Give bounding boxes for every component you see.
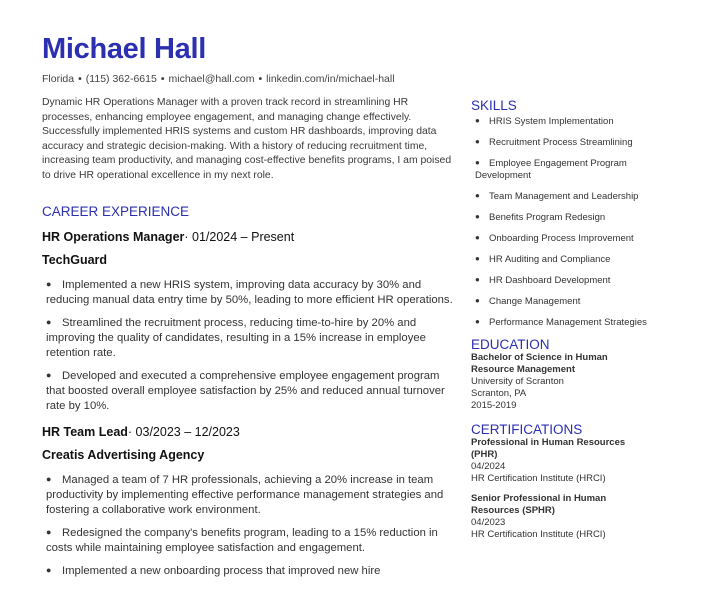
skill-item: ● HR Dashboard Development (475, 275, 611, 286)
bullet-icon: ● (475, 296, 480, 305)
bullet-icon: ● (46, 527, 52, 537)
education-years: 2015-2019 (471, 400, 517, 411)
bullet-icon: ● (475, 158, 480, 167)
certification-issuer: HR Certification Institute (HRCI) (471, 529, 606, 540)
job-role: HR Operations Manager (42, 230, 185, 244)
bullet-icon: ● (475, 137, 480, 146)
job-entry (42, 425, 454, 579)
separator-dot: • (78, 73, 82, 85)
list-item: ● Streamlined the recruitment process, reducing time-to-hire by 20% and improving the quality of candidates, resulting in a 15% increase in employee retention rate. (46, 317, 426, 359)
job-dates: · 01/2024 – Present (184, 230, 295, 244)
certification-issuer: HR Certification Institute (HRCI) (471, 473, 606, 484)
certification-date: 04/2023 (471, 517, 506, 528)
professional-summary: Dynamic HR Operations Manager with a proven track record in streamlining HR processes, enhancing employee engagement, and managing change effectively. Successfully implemented HRIS systems and custom HR dashboards, improving data accuracy and strategic decision-making. With a history of reducing recruitment time, increasing team productivity, and managing cost-effective benefits programs, I am poised to drive HR operational excellence in my next role. (42, 97, 452, 181)
contact-email[interactable]: michael@hall.com (168, 73, 255, 85)
education-entry (471, 352, 651, 412)
skill-item: ● Recruitment Process Streamlining (475, 137, 633, 148)
job-dates: · 03/2023 – 12/2023 (127, 425, 240, 439)
contact-phone[interactable]: (115) 362-6615 (85, 73, 157, 85)
main-column (42, 96, 454, 586)
bullet-icon: ● (475, 254, 480, 263)
list-item: ● Managed a team of 7 HR professionals, achieving a 20% increase in team productivity by implementing effective performance management strategies and fostering a collaborative work environment. (46, 474, 444, 516)
separator-dot: • (160, 73, 165, 85)
bullet-icon: ● (46, 279, 52, 289)
separator-dot: • (258, 73, 263, 85)
education-degree: Bachelor of Science in Human Resource Management (471, 352, 608, 375)
bullet-icon: ● (475, 275, 480, 284)
skill-item: ● Employee Engagement Program Development (475, 158, 627, 181)
education-school: University of Scranton (471, 376, 564, 387)
bullet-icon: ● (46, 370, 52, 380)
bullet-icon: ● (46, 317, 52, 327)
job-company: TechGuard (42, 253, 108, 267)
certification-entry (471, 493, 651, 541)
certification-name: Professional in Human Resources (PHR) (471, 437, 626, 460)
list-item: ● Redesigned the company's benefits program, leading to a 15% reduction in costs while maintaining employee satisfaction and engagement. (46, 527, 438, 554)
education-location: Scranton, PA (471, 388, 527, 399)
education-section-title: EDUCATION (471, 337, 550, 352)
list-item: ● Developed and executed a comprehensive employee engagement program that boosted overall employee satisfaction by 25% and reduced annual turnover rate by 10%. (46, 370, 445, 412)
skill-item: ● Change Management (475, 296, 581, 307)
sidebar-column (471, 98, 651, 541)
bullet-icon: ● (475, 233, 480, 242)
bullet-icon: ● (475, 317, 480, 326)
skills-section-title: SKILLS (471, 98, 517, 113)
job-bullets (46, 277, 454, 414)
certifications-section-title: CERTIFICATIONS (471, 422, 583, 437)
bullet-icon: ● (46, 565, 52, 575)
certification-entry (471, 437, 651, 485)
skill-item: ● HR Auditing and Compliance (475, 254, 611, 265)
certification-date: 04/2024 (471, 461, 506, 472)
job-bullets (46, 472, 454, 579)
contact-line (42, 73, 395, 85)
skill-item: ● HRIS System Implementation (475, 116, 614, 127)
bullet-icon: ● (475, 116, 480, 125)
candidate-name: Michael Hall (42, 33, 207, 65)
bullet-icon: ● (475, 212, 480, 221)
skill-item: ● Onboarding Process Improvement (475, 233, 634, 244)
skill-item: ● Team Management and Leadership (475, 191, 639, 202)
job-title-line (42, 230, 454, 244)
skills-list (475, 115, 651, 329)
job-company: Creatis Advertising Agency (42, 448, 205, 462)
certification-name: Senior Professional in Human Resources (SPHR) (471, 493, 607, 516)
job-role: HR Team Lead (42, 425, 128, 439)
bullet-icon: ● (475, 191, 480, 200)
job-entry (42, 230, 454, 414)
contact-linkedin[interactable]: linkedin.com/in/michael-hall (266, 73, 395, 85)
skill-item: ● Performance Management Strategies (475, 317, 647, 328)
bullet-icon: ● (46, 474, 52, 484)
list-item: ● Implemented a new onboarding process that improved new hire (46, 565, 381, 577)
career-section-title: CAREER EXPERIENCE (42, 204, 190, 219)
job-title-line (42, 425, 454, 439)
contact-location: Florida (42, 73, 75, 85)
list-item: ● Implemented a new HRIS system, improving data accuracy by 30% and reducing manual data entry time by 50%, leading to more efficient HR operations. (46, 279, 453, 306)
skill-item: ● Benefits Program Redesign (475, 212, 606, 223)
